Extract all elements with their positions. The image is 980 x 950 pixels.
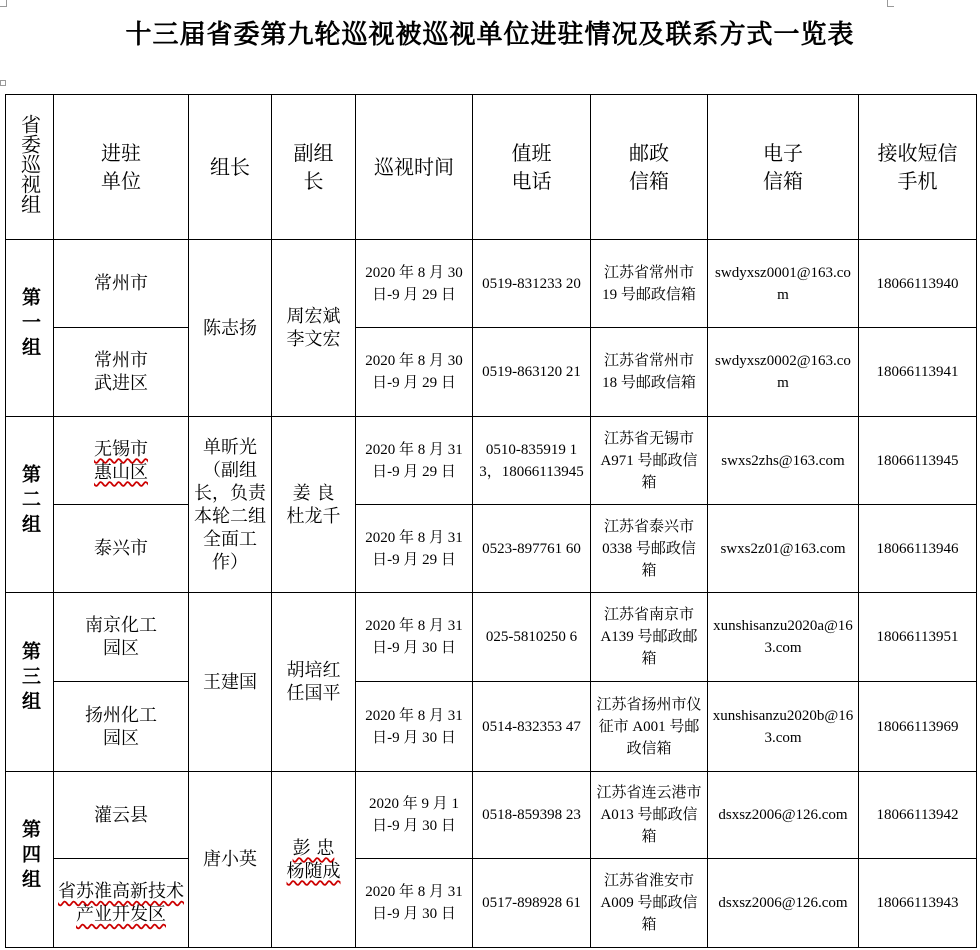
page-title: 十三届省委第九轮巡视被巡视单位进驻情况及联系方式一览表 xyxy=(125,20,855,50)
inspection-contact-table xyxy=(5,94,977,948)
table-row xyxy=(6,772,977,859)
mailbox-cell xyxy=(591,859,708,948)
deputy-names: 周宏斌 李文宏 xyxy=(286,306,341,350)
mailbox-cell xyxy=(591,417,708,505)
time-cell xyxy=(356,505,473,593)
postal-mailbox: 江苏省淮安市 A009 号邮政信箱 xyxy=(600,873,698,933)
phone-cell xyxy=(473,505,591,593)
inspection-time: 2020 年 8 月 30 日-9 月 29 日 xyxy=(365,264,463,303)
header-sms-label: 接收短信 手机 xyxy=(877,141,958,193)
header-group-label: 省委巡视组 xyxy=(17,113,42,214)
sms-phone: 18066113940 xyxy=(876,275,959,292)
group-name: 第三组 xyxy=(19,641,41,716)
email-cell xyxy=(708,593,859,682)
sms-cell xyxy=(859,772,977,859)
email-address: swxs2z01@163.com xyxy=(720,540,846,557)
sms-cell xyxy=(859,505,977,593)
postal-mailbox: 江苏省扬州市仪征市 A001 号邮政信箱 xyxy=(596,696,702,757)
time-cell xyxy=(356,240,473,328)
phone-cell xyxy=(473,859,591,948)
header-deputy-label: 副组 长 xyxy=(293,141,334,193)
inspection-time: 2020 年 8 月 30 日-9 月 29 日 xyxy=(365,353,463,391)
sms-phone: 18066113951 xyxy=(876,629,959,645)
header-time xyxy=(356,95,473,240)
time-cell xyxy=(356,859,473,948)
sms-phone: 18066113941 xyxy=(876,364,959,380)
email-address: xunshisanzu2020b@163.com xyxy=(712,707,854,746)
duty-phone: 0519-831233 20 xyxy=(482,275,581,292)
sms-phone: 18066113942 xyxy=(876,807,959,823)
inspection-time: 2020 年 8 月 31 日-9 月 30 日 xyxy=(365,707,463,746)
sms-cell xyxy=(859,417,977,505)
postal-mailbox: 江苏省泰兴市 0338 号邮政信箱 xyxy=(602,518,696,579)
header-email-label: 电子 信箱 xyxy=(763,141,803,193)
deputy-names: 姜 良 杜龙千 xyxy=(286,482,341,527)
mailbox-cell xyxy=(591,505,708,593)
leader-name: 单昕光（副组长，负责本轮二组全面工作） xyxy=(194,436,266,573)
phone-cell xyxy=(473,772,591,859)
email-address: xunshisanzu2020a@163.com xyxy=(713,618,853,656)
postal-mailbox: 江苏省常州市 18 号邮政信箱 xyxy=(602,353,696,391)
inspection-time: 2020 年 8 月 31 日-9 月 29 日 xyxy=(365,441,463,480)
duty-phone: 025-5810250 6 xyxy=(485,629,578,645)
unit-name: 灌云县 xyxy=(94,804,148,826)
sms-cell xyxy=(859,859,977,948)
table-row xyxy=(6,240,977,328)
email-address: dsxsz2006@126.com xyxy=(718,807,848,823)
header-group xyxy=(6,95,54,240)
leader-cell xyxy=(189,417,272,593)
phone-cell xyxy=(473,682,591,772)
email-cell xyxy=(708,859,859,948)
unit-cell xyxy=(54,593,189,682)
email-address: swxs2zhs@163.com xyxy=(721,452,845,469)
header-deputy xyxy=(272,95,356,240)
unit-cell xyxy=(54,505,189,593)
duty-phone: 0514-832353 47 xyxy=(482,718,581,735)
group-name: 第一组 xyxy=(19,287,41,362)
time-cell xyxy=(356,593,473,682)
duty-phone: 0510-835919 13，18066113945 xyxy=(479,441,584,480)
deputy-names: 胡培红 任国平 xyxy=(286,660,341,704)
email-address: swdyxsz0001@163.com xyxy=(715,264,851,303)
sms-cell xyxy=(859,328,977,417)
unit-cell xyxy=(54,328,189,417)
duty-phone: 0519-863120 21 xyxy=(482,364,581,380)
table-row xyxy=(6,859,977,948)
leader-name: 王建国 xyxy=(203,671,257,693)
unit-cell xyxy=(54,682,189,772)
sms-phone: 18066113969 xyxy=(876,718,959,735)
header-mailbox xyxy=(591,95,708,240)
duty-phone: 0523-897761 60 xyxy=(482,540,581,557)
unit-cell xyxy=(54,240,189,328)
header-leader xyxy=(189,95,272,240)
table-row xyxy=(6,328,977,417)
mailbox-cell xyxy=(591,682,708,772)
sms-cell xyxy=(859,593,977,682)
inspection-time: 2020 年 8 月 31 日-9 月 30 日 xyxy=(365,884,463,922)
postal-mailbox: 江苏省南京市 A139 号邮政邮箱 xyxy=(600,607,698,667)
header-time-label: 巡视时间 xyxy=(374,155,454,179)
postal-mailbox: 江苏省常州市 19 号邮政信箱 xyxy=(602,264,696,303)
duty-phone: 0518-859398 23 xyxy=(482,807,581,823)
group-name: 第二组 xyxy=(19,463,41,539)
email-cell xyxy=(708,505,859,593)
unit-name: 南京化工 园区 xyxy=(85,615,157,659)
time-cell xyxy=(356,328,473,417)
table-anchor-mark xyxy=(0,80,6,86)
postal-mailbox: 江苏省无锡市 A971 号邮政信箱 xyxy=(600,430,698,491)
inspection-time: 2020 年 8 月 31 日-9 月 29 日 xyxy=(365,529,463,568)
deputy-names: 彭 忠 杨随成 xyxy=(286,837,341,882)
deputy-cell xyxy=(272,240,356,417)
group-cell xyxy=(6,593,54,772)
group-cell xyxy=(6,240,54,417)
header-row xyxy=(6,95,977,240)
time-cell xyxy=(356,772,473,859)
duty-phone: 0517-898928 61 xyxy=(482,895,581,911)
mailbox-cell xyxy=(591,328,708,417)
table-row xyxy=(6,593,977,682)
header-unit-label: 进驻 单位 xyxy=(101,141,141,193)
crop-mark-top-right xyxy=(887,0,894,7)
phone-cell xyxy=(473,240,591,328)
email-cell xyxy=(708,240,859,328)
sms-phone: 18066113943 xyxy=(876,895,959,911)
mailbox-cell xyxy=(591,593,708,682)
header-unit xyxy=(54,95,189,240)
header-phone xyxy=(473,95,591,240)
mailbox-cell xyxy=(591,772,708,859)
group-name: 第四组 xyxy=(19,818,41,894)
leader-name: 唐小英 xyxy=(203,849,257,870)
time-cell xyxy=(356,417,473,505)
mailbox-cell xyxy=(591,240,708,328)
header-leader-label: 组长 xyxy=(210,155,250,179)
unit-name: 扬州化工 园区 xyxy=(85,704,157,749)
leader-cell xyxy=(189,772,272,948)
unit-name: 常州市 武进区 xyxy=(94,350,148,394)
leader-cell xyxy=(189,593,272,772)
unit-cell xyxy=(54,859,189,948)
table-row xyxy=(6,682,977,772)
header-sms xyxy=(859,95,977,240)
time-cell xyxy=(356,682,473,772)
table-row xyxy=(6,505,977,593)
inspection-time: 2020 年 9 月 1 日-9 月 30 日 xyxy=(368,796,459,834)
unit-name: 无锡市 惠山区 xyxy=(94,438,148,483)
unit-name: 泰兴市 xyxy=(94,538,148,559)
unit-cell xyxy=(54,772,189,859)
email-address: dsxsz2006@126.com xyxy=(718,895,848,911)
header-phone-label: 值班 电话 xyxy=(511,141,552,193)
email-cell xyxy=(708,328,859,417)
sms-cell xyxy=(859,240,977,328)
sms-cell xyxy=(859,682,977,772)
phone-cell xyxy=(473,593,591,682)
inspection-time: 2020 年 8 月 31 日-9 月 30 日 xyxy=(365,618,463,656)
deputy-cell xyxy=(272,417,356,593)
group-cell xyxy=(6,417,54,593)
email-cell xyxy=(708,772,859,859)
phone-cell xyxy=(473,328,591,417)
unit-name: 常州市 xyxy=(94,273,148,294)
email-cell xyxy=(708,417,859,505)
header-mailbox-label: 邮政 信箱 xyxy=(629,141,669,193)
unit-cell xyxy=(54,417,189,505)
leader-name: 陈志扬 xyxy=(203,317,257,339)
header-email xyxy=(708,95,859,240)
deputy-cell xyxy=(272,772,356,948)
group-cell xyxy=(6,772,54,948)
sms-phone: 18066113946 xyxy=(876,540,959,557)
postal-mailbox: 江苏省连云港市 A013 号邮政信箱 xyxy=(596,785,702,845)
deputy-cell xyxy=(272,593,356,772)
email-cell xyxy=(708,682,859,772)
crop-mark-top-left xyxy=(0,0,7,7)
unit-name: 省苏淮高新技术产业开发区 xyxy=(58,881,184,925)
phone-cell xyxy=(473,417,591,505)
table-row xyxy=(6,417,977,505)
leader-cell xyxy=(189,240,272,417)
sms-phone: 18066113945 xyxy=(876,452,959,469)
email-address: swdyxsz0002@163.com xyxy=(715,353,851,391)
